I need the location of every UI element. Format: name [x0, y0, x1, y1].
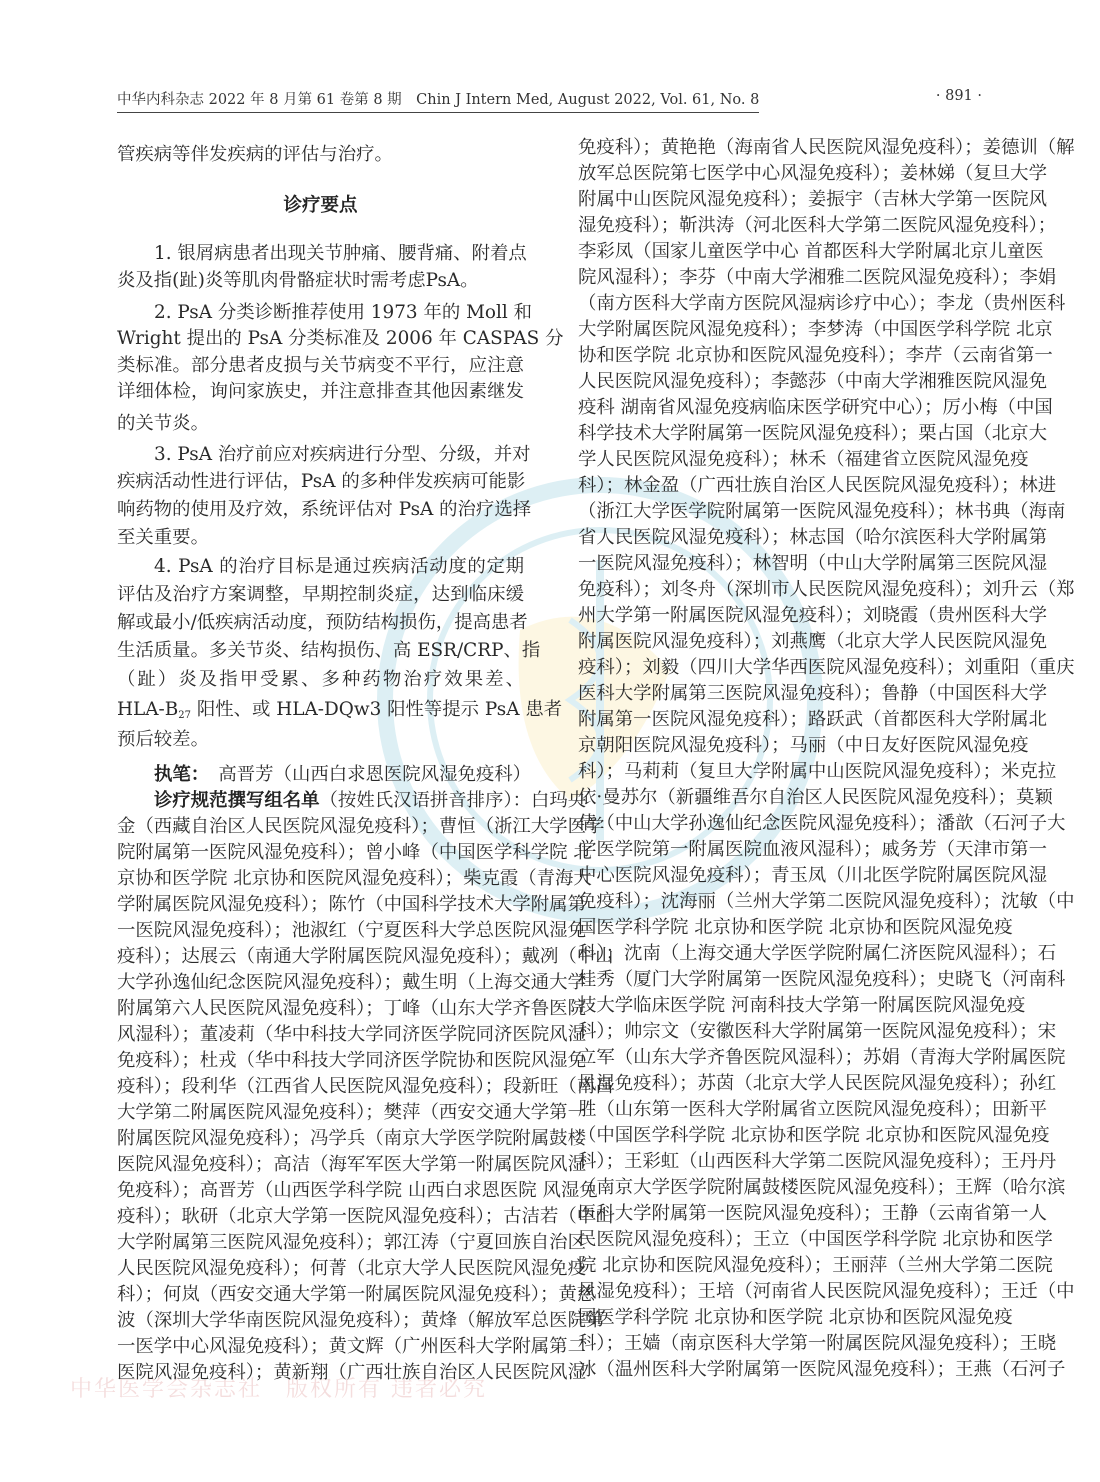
text-line: 类标准。部分患者皮损与关节病变不平行，应注意 — [117, 355, 524, 376]
text-line: 协和医学院 北京协和医院风湿免疫科）；李芹（云南省第一 — [578, 345, 1053, 366]
text-line: 省人民医院风湿免疫科）；林志国（哈尔滨医科大学附属第 — [578, 527, 1047, 548]
text-line: 执笔： 高晋芳（山西白求恩医院风湿免疫科） — [154, 764, 532, 785]
text-line: 科）；马莉莉（复旦大学附属中山医院风湿免疫科）；米克拉 — [578, 761, 1057, 782]
text-line: 放军总医院第七医学中心风湿免疫科）；姜林娣（复旦大学 — [578, 163, 1047, 184]
text-line: 技大学临床医学院 河南科技大学第一附属医院风湿免疫 — [578, 995, 1026, 1016]
text-line: HLA-$B_{27}$ 阳性、或 HLA-DQw3 阳性等提示 PsA 患者 — [117, 699, 563, 721]
text-line: 1. 银屑病患者出现关节肿痛、腰背痛、附着点 — [154, 243, 527, 264]
subscript: 27 — [178, 710, 191, 721]
text-line: 桂秀（厦门大学附属第一医院风湿免疫科）；史晓飞（河南科 — [578, 969, 1066, 990]
text-line: 免疫科）；黄艳艳（海南省人民医院风湿免疫科）；姜德训（解 — [578, 137, 1075, 158]
text-line: 院附属第一医院风湿免疫科）；曾小峰（中国医学科学院 北 — [117, 842, 592, 863]
text-line: 一医学中心风湿免疫科）；黄文辉（广州医科大学附属第二 — [117, 1336, 586, 1357]
text-line: 附属第一医院风湿免疫科）；路跃武（首都医科大学附属北 — [578, 709, 1047, 730]
text-line: 附属医院风湿免疫科）；刘燕鹰（北京大学人民医院风湿免 — [578, 631, 1047, 652]
text-line: 疾病活动性进行评估，PsA 的多种伴发疾病可能影 — [117, 471, 526, 492]
text-line: （浙江大学医学院附属第一医院风湿免疫科）；林书典（海南 — [578, 501, 1066, 522]
text-line: 医科大学附属第一医院风湿免疫科）；王静（云南省第一人 — [578, 1203, 1047, 1224]
text-line: 人民医院风湿免疫科）；李懿莎（中南大学湘雅医院风湿免 — [578, 371, 1047, 392]
text-line: 州大学第一附属医院风湿免疫科）；刘晓霞（贵州医科大学 — [578, 605, 1047, 626]
text-line: 评估及治疗方案调整，早期控制炎症，达到临床缓 — [117, 584, 524, 605]
text-line: 国医学科学院 北京协和医学院 北京协和医院风湿免疫 — [578, 917, 1013, 938]
text-line: 的关节炎。 — [117, 413, 209, 434]
text-line: 疫科 湖南省风湿免疫病临床医学研究中心）；厉小梅（中国 — [578, 397, 1053, 418]
text-line: 详细体检，询问家族史，并注意排查其他因素继发 — [117, 381, 524, 402]
text-line: （趾）炎及指甲受累、多种药物治疗效果差、 — [117, 669, 524, 690]
text-line: 免疫科）；高晋芳（山西医学科学院 山西白求恩医院 风湿免 — [117, 1180, 598, 1201]
text-line: 医院风湿免疫科）；黄新翔（广西壮族自治区人民医院风湿 — [117, 1362, 586, 1383]
text-line: 立军（山东大学齐鲁医院风湿科）；苏娟（青海大学附属医院 — [578, 1047, 1066, 1068]
text-line: 风湿科）；董凌莉（华中科技大学同济医学院同济医院风湿 — [117, 1024, 586, 1045]
text-line: 免疫科）；杜戎（华中科技大学同济医学院协和医院风湿免 — [117, 1050, 586, 1071]
text-line: 3. PsA 治疗前应对疾病进行分型、分级，并对 — [154, 444, 531, 465]
text-line: 炎及指(趾)炎等肌肉骨骼症状时需考虑PsA。 — [117, 270, 479, 291]
text-line: 免疫科）；刘冬舟（深圳市人民医院风湿免疫科）；刘升云（郑 — [578, 579, 1075, 600]
text-line: 一医院风湿免疫科）；池淑红（宁夏医科大学总医院风湿免 — [117, 920, 586, 941]
text-line: 大学孙逸仙纪念医院风湿免疫科）；戴生明（上海交通大学 — [117, 972, 586, 993]
text-line: 大学附属医院风湿免疫科）；李梦涛（中国医学科学院 北京 — [578, 319, 1053, 340]
text-line: 响药物的使用及疗效，系统评估对 PsA 的治疗选择 — [117, 499, 532, 520]
text-line: 学人民医院风湿免疫科）；林禾（福建省立医院风湿免疫 — [578, 449, 1029, 470]
text-line: 疫科）；达展云（南通大学附属医院风湿免疫科）；戴冽（中山 — [117, 946, 614, 967]
text-line: 人民医院风湿免疫科）；何菁（北京大学人民医院风湿免疫 — [117, 1258, 586, 1279]
text-line: 科）；沈南（上海交通大学医学院附属仁济医院风湿科）；石 — [578, 943, 1057, 964]
text-line: 大学第二附属医院风湿免疫科）；樊萍（西安交通大学第一 — [117, 1102, 586, 1123]
text-line: 院 北京协和医院风湿免疫科）；王丽萍（兰州大学第二医院 — [578, 1255, 1053, 1276]
text-line: 湿免疫科）；靳洪涛（河北医科大学第二医院风湿免疫科）； — [578, 215, 1057, 236]
text-line: 学医学院第一附属医院血液风湿科）；戚务芳（天津市第一 — [578, 839, 1047, 860]
text-line: Wright 提出的 PsA 分类标准及 2006 年 CASPAS 分 — [117, 328, 564, 349]
text-line: 中心医院风湿免疫科）；青玉凤（川北医学院附属医院风湿 — [578, 865, 1047, 886]
text-line: 科）；王嫱（南京医科大学第一附属医院风湿免疫科）；王晓 — [578, 1333, 1057, 1354]
text-line: 金（西藏自治区人民医院风湿免疫科）；曹恒（浙江大学医学 — [117, 816, 605, 837]
text-line: 4. PsA 的治疗目标是通过疾病活动度的定期 — [154, 556, 524, 577]
text-line: 一医院风湿免疫科）；林智明（中山大学附属第三医院风湿 — [578, 553, 1047, 574]
text-line: （南京大学医学院附属鼓楼医院风湿免疫科）；王辉（哈尔滨 — [578, 1177, 1066, 1198]
text-line: 管疾病等伴发疾病的评估与治疗。 — [117, 144, 393, 165]
text-line: （中国医学科学院 北京协和医学院 北京协和医院风湿免疫 — [578, 1125, 1050, 1146]
text-line: 大学附属第三医院风湿免疫科）；郭江涛（宁夏回族自治区 — [117, 1232, 586, 1253]
text-line: 医院风湿免疫科）；高洁（海军军医大学第一附属医院风湿 — [117, 1154, 586, 1175]
text-line: 免疫科）；沈海丽（兰州大学第二医院风湿免疫科）；沈敏（中 — [578, 891, 1075, 912]
publisher-watermark-text: 中华医学会杂志社 版权所有 违者必究 — [70, 1377, 487, 1402]
text-line: 科）；王彩虹（山西医科大学第二医院风湿免疫科）；王丹丹 — [578, 1151, 1057, 1172]
text-line: 京朝阳医院风湿免疫科）；马丽（中日友好医院风湿免疫 — [578, 735, 1029, 756]
bold-label: 执笔： — [154, 764, 200, 785]
text-line: 风湿免疫科）；王培（河南省人民医院风湿免疫科）；王迁（中 — [578, 1281, 1075, 1302]
text-line: 预后较差。 — [117, 729, 209, 750]
text-line: 科）；帅宗文（安徽医科大学附属第一医院风湿免疫科）；宋 — [578, 1021, 1057, 1042]
bold-label: 诊疗规范撰写组名单 — [154, 790, 320, 811]
text-line: 科）；何岚（西安交通大学第一附属医院风湿免疫科）；黄慈 — [117, 1284, 596, 1305]
text-line: 倩（中山大学孙逸仙纪念医院风湿免疫科）；潘歆（石河子大 — [578, 813, 1066, 834]
section-heading: 诊疗要点 — [283, 195, 358, 216]
text-line: 附属中山医院风湿免疫科）；姜振宇（吉林大学第一医院风 — [578, 189, 1047, 210]
text-line: 疫科）；段利华（江西省人民医院风湿免疫科）；段新旺（南昌 — [117, 1076, 614, 1097]
text-line: 国医学科学院 北京协和医学院 北京协和医院风湿免疫 — [578, 1307, 1013, 1328]
text-line: 李彩凤（国家儿童医学中心 首都医科大学附属北京儿童医 — [578, 241, 1044, 262]
text-line: 附属第六人民医院风湿免疫科）；丁峰（山东大学齐鲁医院 — [117, 998, 586, 1019]
text-line: 风湿免疫科）；苏茵（北京大学人民医院风湿免疫科）；孙红 — [578, 1073, 1057, 1094]
text-line: （南方医科大学南方医院风湿病诊疗中心）；李龙（贵州医科 — [578, 293, 1066, 314]
text-line: 胜（山东第一医科大学附属省立医院风湿免疫科）；田新平 — [578, 1099, 1047, 1120]
text-line: 解或最小/低疾病活动度，预防结构损伤，提高患者 — [117, 612, 528, 633]
text-line: 附属医院风湿免疫科）；冯学兵（南京大学医学院附属鼓楼 — [117, 1128, 586, 1149]
text-line: 医科大学附属第三医院风湿免疫科）；鲁静（中国医科大学 — [578, 683, 1047, 704]
text-line: 科学技术大学附属第一医院风湿免疫科）；栗占国（北京大 — [578, 423, 1047, 444]
text-line: 生活质量。多关节炎、结构损伤、高 ESR/CRP、指 — [117, 640, 541, 661]
text-line: 波（深圳大学华南医院风湿免疫科）；黄烽（解放军总医院第 — [117, 1310, 605, 1331]
journal-header: 中华内科杂志 2022 年 8 月第 61 卷第 8 期 Chin J Intern Med, August 2022, Vol. 61, No. 8 — [117, 88, 759, 113]
page-number: · 891 · — [935, 88, 982, 104]
text-line: 至关重要。 — [117, 527, 209, 548]
text-line: 民医院风湿免疫科）；王立（中国医学科学院 北京协和医学 — [578, 1229, 1053, 1250]
text-line: 京协和医学院 北京协和医院风湿免疫科）；柴克霞（青海大 — [117, 868, 592, 889]
text-line: 院风湿科）；李芬（中南大学湘雅二医院风湿免疫科）；李娟 — [578, 267, 1057, 288]
text-line: 2. PsA 分类诊断推荐使用 1973 年的 Moll 和 — [154, 302, 532, 323]
text-line: 疫科）；刘毅（四川大学华西医院风湿免疫科）；刘重阳（重庆 — [578, 657, 1075, 678]
text-line: 科）；林金盈（广西壮族自治区人民医院风湿免疫科）；林进 — [578, 475, 1057, 496]
text-line: 学附属医院风湿免疫科）；陈竹（中国科学技术大学附属第 — [117, 894, 586, 915]
text-line: 诊疗规范撰写组名单（按姓氏汉语拼音排序）：白玛央 — [154, 790, 587, 811]
text-line: 疫科）；耿研（北京大学第一医院风湿免疫科）；古洁若（中山 — [117, 1206, 614, 1227]
text-line: 依·曼苏尔（新疆维吾尔自治区人民医院风湿免疫科）；莫颖 — [578, 787, 1053, 808]
text-line: 冰（温州医科大学附属第一医院风湿免疫科）；王燕（石河子 — [578, 1359, 1066, 1380]
